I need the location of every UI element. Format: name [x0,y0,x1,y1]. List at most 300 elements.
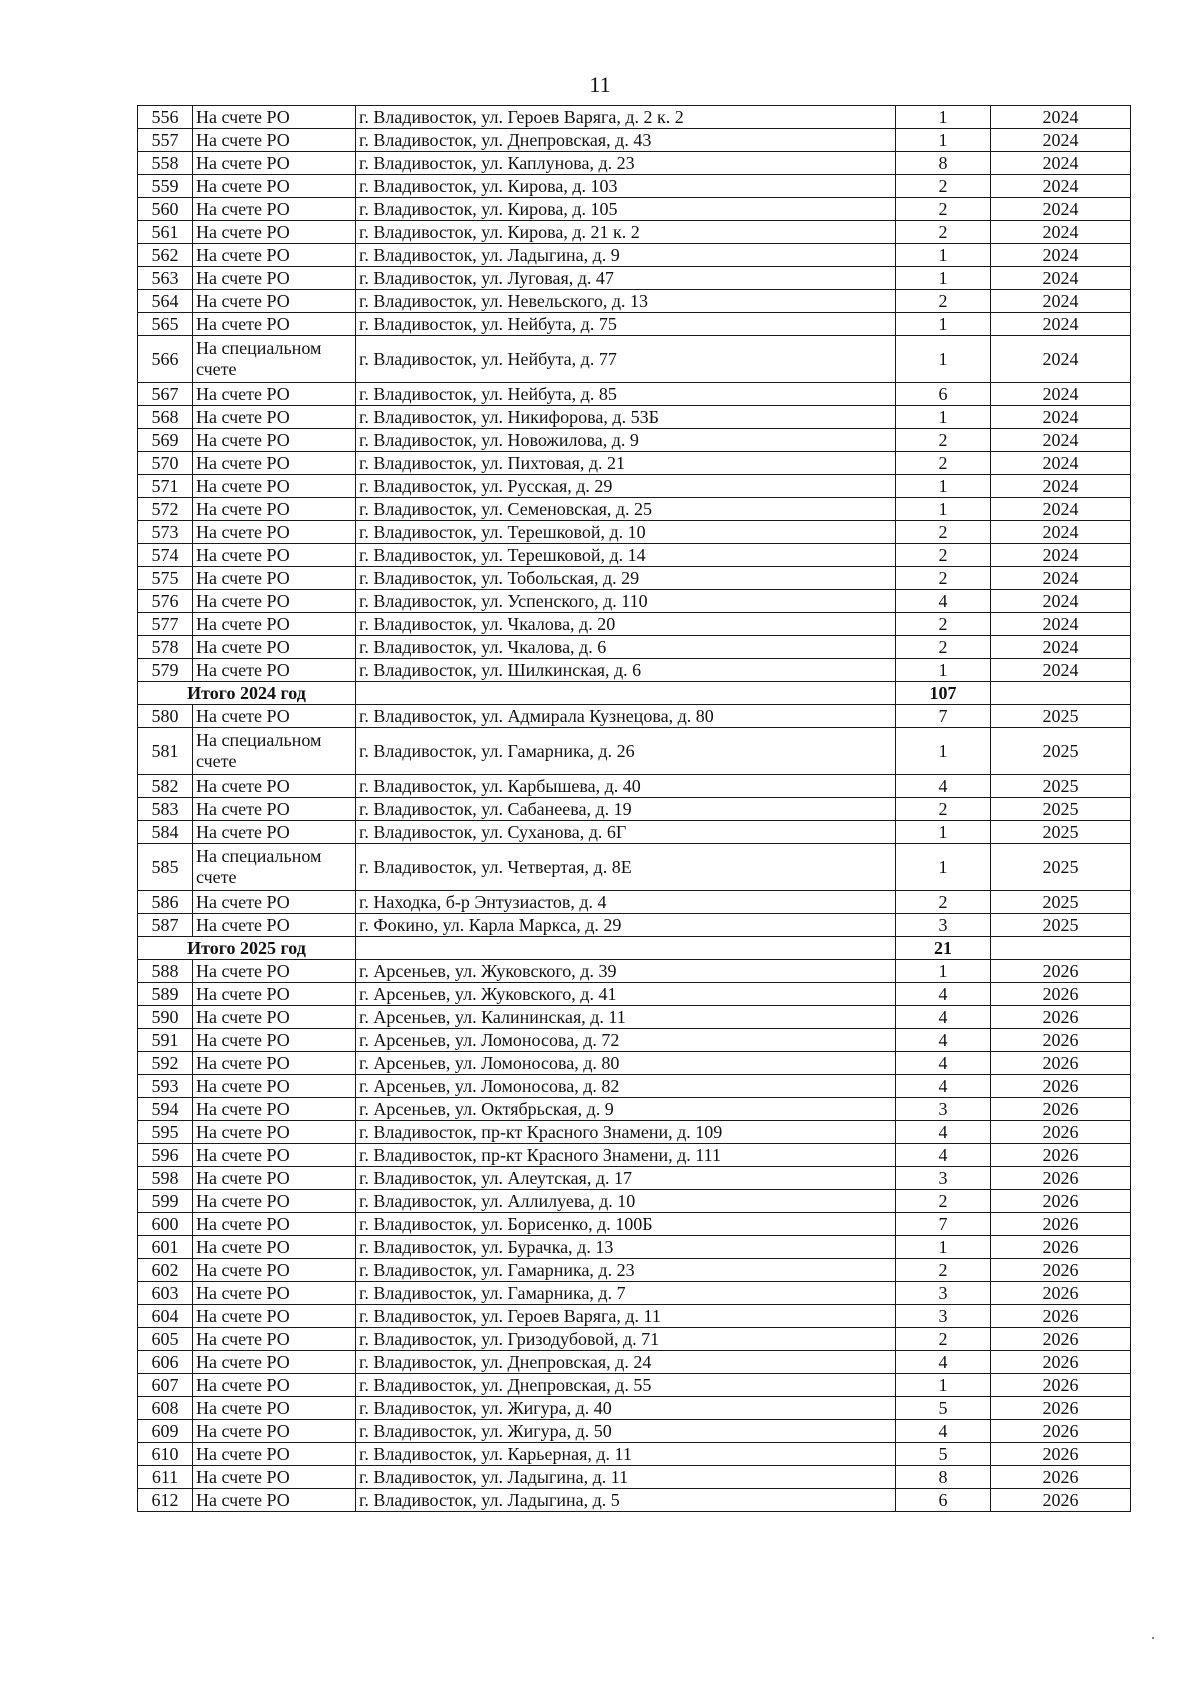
work-count: 4 [896,1351,991,1374]
planned-year: 2026 [991,1190,1131,1213]
row-number: 599 [138,1190,193,1213]
work-count: 1 [896,313,991,336]
work-count: 6 [896,1489,991,1512]
year-total-blank-cell [356,682,896,705]
table-row [138,891,1131,914]
row-number: 556 [138,106,193,129]
fund-account: На счете РО [193,1328,356,1351]
building-address: г. Владивосток, ул. Четвертая, д. 8Е [356,844,896,891]
planned-year: 2026 [991,1144,1131,1167]
work-count: 2 [896,1328,991,1351]
work-count: 6 [896,383,991,406]
table-row [138,452,1131,475]
planned-year: 2026 [991,1351,1131,1374]
building-address: г. Владивосток, ул. Новожилова, д. 9 [356,429,896,452]
fund-account: На счете РО [193,290,356,313]
fund-account: На счете РО [193,452,356,475]
row-number: 591 [138,1029,193,1052]
table-row [138,152,1131,175]
planned-year: 2024 [991,152,1131,175]
work-count: 1 [896,244,991,267]
building-address: г. Владивосток, ул. Сабанеева, д. 19 [356,798,896,821]
planned-year: 2026 [991,960,1131,983]
work-count: 1 [896,1374,991,1397]
building-address: г. Владивосток, ул. Гамарника, д. 7 [356,1282,896,1305]
row-number: 576 [138,590,193,613]
table-row [138,244,1131,267]
row-number: 586 [138,891,193,914]
fund-account: На счете РО [193,914,356,937]
table-row [138,1351,1131,1374]
planned-year: 2025 [991,775,1131,798]
row-number: 602 [138,1259,193,1282]
row-number: 588 [138,960,193,983]
fund-account: На счете РО [193,1052,356,1075]
table-row [138,1213,1131,1236]
work-count: 5 [896,1443,991,1466]
work-count: 1 [896,659,991,682]
fund-account: На счете РО [193,544,356,567]
building-address: г. Владивосток, ул. Никифорова, д. 53Б [356,406,896,429]
building-address: г. Владивосток, ул. Героев Варяга, д. 2 к. 2 [356,106,896,129]
fund-account: На счете РО [193,152,356,175]
fund-account: На счете РО [193,1006,356,1029]
fund-account: На счете РО [193,960,356,983]
fund-account: На счете РО [193,613,356,636]
row-number: 570 [138,452,193,475]
building-address: г. Владивосток, ул. Днепровская, д. 24 [356,1351,896,1374]
planned-year: 2024 [991,429,1131,452]
planned-year: 2024 [991,521,1131,544]
table-row [138,1190,1131,1213]
building-address: г. Владивосток, ул. Борисенко, д. 100Б [356,1213,896,1236]
table-row [138,1489,1131,1512]
fund-account: На счете РО [193,106,356,129]
table-row [138,221,1131,244]
planned-year: 2024 [991,475,1131,498]
building-address: г. Владивосток, ул. Ладыгина, д. 11 [356,1466,896,1489]
fund-account: На счете РО [193,567,356,590]
row-number: 578 [138,636,193,659]
planned-year: 2026 [991,1029,1131,1052]
row-number: 605 [138,1328,193,1351]
fund-account: На счете РО [193,659,356,682]
planned-year: 2026 [991,983,1131,1006]
row-number: 592 [138,1052,193,1075]
row-number: 558 [138,152,193,175]
row-number: 559 [138,175,193,198]
work-count: 1 [896,728,991,775]
work-count: 2 [896,175,991,198]
planned-year: 2024 [991,198,1131,221]
work-count: 4 [896,1052,991,1075]
fund-account: На счете РО [193,406,356,429]
work-count: 2 [896,1190,991,1213]
work-count: 1 [896,475,991,498]
planned-year: 2024 [991,452,1131,475]
work-count: 2 [896,891,991,914]
row-number: 596 [138,1144,193,1167]
fund-account: На счете РО [193,798,356,821]
building-address: г. Владивосток, ул. Терешковой, д. 14 [356,544,896,567]
building-address: г. Фокино, ул. Карла Маркса, д. 29 [356,914,896,937]
fund-account: На счете РО [193,175,356,198]
planned-year: 2024 [991,244,1131,267]
planned-year: 2025 [991,728,1131,775]
row-number: 579 [138,659,193,682]
planned-year: 2026 [991,1213,1131,1236]
planned-year: 2024 [991,498,1131,521]
year-total-blank-cell [991,682,1131,705]
fund-account: На счете РО [193,429,356,452]
table-row [138,1420,1131,1443]
table-row [138,1397,1131,1420]
row-number: 568 [138,406,193,429]
year-total-blank-cell [991,937,1131,960]
table-row [138,1144,1131,1167]
building-address: г. Владивосток, ул. Каплунова, д. 23 [356,152,896,175]
work-count: 2 [896,221,991,244]
table-row [138,406,1131,429]
table-row [138,983,1131,1006]
building-address: г. Владивосток, ул. Нейбута, д. 85 [356,383,896,406]
fund-account: На счете РО [193,198,356,221]
work-count: 2 [896,452,991,475]
fund-account: На счете РО [193,1213,356,1236]
fund-account: На счете РО [193,1374,356,1397]
planned-year: 2024 [991,336,1131,383]
table-row [138,728,1131,775]
work-count: 2 [896,613,991,636]
fund-account: На счете РО [193,521,356,544]
fund-account: На счете РО [193,1236,356,1259]
planned-year: 2026 [991,1443,1131,1466]
work-count: 2 [896,198,991,221]
work-count: 8 [896,152,991,175]
row-number: 563 [138,267,193,290]
work-count: 1 [896,1236,991,1259]
table-row [138,1167,1131,1190]
building-address: г. Владивосток, ул. Терешковой, д. 10 [356,521,896,544]
work-count: 4 [896,1420,991,1443]
table-row [138,383,1131,406]
year-total-row [138,937,1131,960]
fund-account: На счете РО [193,221,356,244]
row-number: 585 [138,844,193,891]
fund-account: На специальном счете [193,728,356,775]
fund-account: На счете РО [193,1167,356,1190]
table-row [138,175,1131,198]
work-count: 4 [896,1006,991,1029]
work-count: 3 [896,1098,991,1121]
table-row [138,914,1131,937]
building-address: г. Владивосток, ул. Гамарника, д. 23 [356,1259,896,1282]
table-row [138,590,1131,613]
table-row [138,429,1131,452]
row-number: 557 [138,129,193,152]
table-row [138,313,1131,336]
fund-account: На счете РО [193,1466,356,1489]
table-row [138,659,1131,682]
building-address: г. Владивосток, ул. Героев Варяга, д. 11 [356,1305,896,1328]
table-row [138,1466,1131,1489]
fund-account: На счете РО [193,498,356,521]
fund-account: На счете РО [193,1259,356,1282]
row-number: 565 [138,313,193,336]
planned-year: 2024 [991,659,1131,682]
table-row [138,498,1131,521]
work-count: 4 [896,590,991,613]
work-count: 1 [896,106,991,129]
fund-account: На счете РО [193,1282,356,1305]
building-address: г. Арсеньев, ул. Октябрьская, д. 9 [356,1098,896,1121]
building-address: г. Владивосток, ул. Днепровская, д. 43 [356,129,896,152]
building-address: г. Владивосток, ул. Кирова, д. 103 [356,175,896,198]
row-number: 574 [138,544,193,567]
row-number: 608 [138,1397,193,1420]
row-number: 601 [138,1236,193,1259]
year-total-row [138,682,1131,705]
fund-account: На счете РО [193,1029,356,1052]
work-count: 3 [896,914,991,937]
row-number: 580 [138,705,193,728]
fund-account: На счете РО [193,705,356,728]
building-address: г. Арсеньев, ул. Жуковского, д. 39 [356,960,896,983]
year-total-blank-cell [356,937,896,960]
building-address: г. Арсеньев, ул. Жуковского, д. 41 [356,983,896,1006]
work-count: 2 [896,290,991,313]
table-row [138,267,1131,290]
table-row [138,106,1131,129]
row-number: 582 [138,775,193,798]
building-address: г. Владивосток, ул. Чкалова, д. 20 [356,613,896,636]
planned-year: 2026 [991,1328,1131,1351]
work-count: 1 [896,498,991,521]
table-row [138,960,1131,983]
building-address: г. Владивосток, ул. Успенского, д. 110 [356,590,896,613]
planned-year: 2024 [991,221,1131,244]
fund-account: На счете РО [193,1489,356,1512]
fund-account: На счете РО [193,983,356,1006]
table-row [138,1006,1131,1029]
planned-year: 2024 [991,636,1131,659]
work-count: 7 [896,1213,991,1236]
planned-year: 2026 [991,1397,1131,1420]
work-count: 8 [896,1466,991,1489]
work-count: 1 [896,844,991,891]
work-count: 3 [896,1167,991,1190]
fund-account: На счете РО [193,1420,356,1443]
building-address: г. Арсеньев, ул. Ломоносова, д. 72 [356,1029,896,1052]
planned-year: 2026 [991,1236,1131,1259]
fund-account: На счете РО [193,267,356,290]
table-row [138,1075,1131,1098]
fund-account: На счете РО [193,244,356,267]
planned-year: 2025 [991,891,1131,914]
planned-year: 2024 [991,567,1131,590]
building-address: г. Владивосток, ул. Алеутская, д. 17 [356,1167,896,1190]
building-address: г. Владивосток, ул. Жигура, д. 50 [356,1420,896,1443]
planned-year: 2026 [991,1052,1131,1075]
row-number: 598 [138,1167,193,1190]
building-address: г. Арсеньев, ул. Ломоносова, д. 82 [356,1075,896,1098]
work-count: 4 [896,775,991,798]
table-row [138,821,1131,844]
register-body [138,106,1131,1512]
building-address: г. Владивосток, ул. Карбышева, д. 40 [356,775,896,798]
work-count: 4 [896,1144,991,1167]
fund-account: На счете РО [193,1351,356,1374]
row-number: 609 [138,1420,193,1443]
building-address: г. Владивосток, пр-кт Красного Знамени, д. 111 [356,1144,896,1167]
row-number: 610 [138,1443,193,1466]
building-address: г. Владивосток, ул. Луговая, д. 47 [356,267,896,290]
table-row [138,844,1131,891]
fund-account: На счете РО [193,821,356,844]
fund-account: На счете РО [193,775,356,798]
table-row [138,705,1131,728]
table-row [138,1236,1131,1259]
table-row [138,1374,1131,1397]
planned-year: 2024 [991,544,1131,567]
planned-year: 2026 [991,1259,1131,1282]
row-number: 603 [138,1282,193,1305]
row-number: 561 [138,221,193,244]
building-address: г. Владивосток, ул. Кирова, д. 105 [356,198,896,221]
planned-year: 2026 [991,1121,1131,1144]
planned-year: 2025 [991,821,1131,844]
fund-account: На специальном счете [193,844,356,891]
planned-year: 2026 [991,1282,1131,1305]
planned-year: 2024 [991,406,1131,429]
work-count: 2 [896,1259,991,1282]
table-row [138,198,1131,221]
row-number: 569 [138,429,193,452]
table-row [138,798,1131,821]
fund-account: На счете РО [193,590,356,613]
building-address: г. Владивосток, ул. Бурачка, д. 13 [356,1236,896,1259]
fund-account: На счете РО [193,1397,356,1420]
work-count: 1 [896,406,991,429]
table-row [138,567,1131,590]
row-number: 595 [138,1121,193,1144]
table-row [138,1052,1131,1075]
row-number: 567 [138,383,193,406]
building-address: г. Владивосток, ул. Гамарника, д. 26 [356,728,896,775]
planned-year: 2024 [991,590,1131,613]
table-row [138,521,1131,544]
table-row [138,336,1131,383]
planned-year: 2026 [991,1420,1131,1443]
fund-account: На счете РО [193,636,356,659]
row-number: 571 [138,475,193,498]
row-number: 604 [138,1305,193,1328]
row-number: 564 [138,290,193,313]
fund-account: На счете РО [193,1098,356,1121]
row-number: 584 [138,821,193,844]
row-number: 581 [138,728,193,775]
work-count: 3 [896,1305,991,1328]
building-address: г. Владивосток, ул. Ладыгина, д. 5 [356,1489,896,1512]
work-count: 4 [896,1075,991,1098]
fund-account: На счете РО [193,313,356,336]
building-address: г. Владивосток, ул. Суханова, д. 6Г [356,821,896,844]
planned-year: 2024 [991,290,1131,313]
fund-account: На счете РО [193,1121,356,1144]
row-number: 606 [138,1351,193,1374]
row-number: 600 [138,1213,193,1236]
table-row [138,1282,1131,1305]
building-address: г. Владивосток, ул. Жигура, д. 40 [356,1397,896,1420]
scan-speck [1152,1637,1154,1639]
year-total-qty: 21 [896,937,991,960]
table-row [138,544,1131,567]
work-count: 2 [896,429,991,452]
table-row [138,775,1131,798]
work-count: 1 [896,336,991,383]
table-row [138,1029,1131,1052]
row-number: 572 [138,498,193,521]
building-address: г. Арсеньев, ул. Ломоносова, д. 80 [356,1052,896,1075]
building-address: г. Владивосток, ул. Карьерная, д. 11 [356,1443,896,1466]
table-row [138,290,1131,313]
row-number: 562 [138,244,193,267]
work-count: 2 [896,636,991,659]
row-number: 590 [138,1006,193,1029]
work-count: 4 [896,983,991,1006]
year-total-label: Итого 2024 год [138,682,356,705]
table-row [138,1121,1131,1144]
planned-year: 2026 [991,1098,1131,1121]
planned-year: 2026 [991,1006,1131,1029]
planned-year: 2025 [991,914,1131,937]
building-address: г. Владивосток, пр-кт Красного Знамени, д. 109 [356,1121,896,1144]
table-row [138,1305,1131,1328]
fund-account: На счете РО [193,1443,356,1466]
work-count: 2 [896,798,991,821]
row-number: 612 [138,1489,193,1512]
row-number: 583 [138,798,193,821]
building-address: г. Владивосток, ул. Тобольская, д. 29 [356,567,896,590]
fund-account: На счете РО [193,1075,356,1098]
planned-year: 2026 [991,1075,1131,1098]
work-count: 2 [896,544,991,567]
planned-year: 2024 [991,175,1131,198]
table-row [138,613,1131,636]
row-number: 594 [138,1098,193,1121]
planned-year: 2026 [991,1466,1131,1489]
fund-account: На счете РО [193,1190,356,1213]
planned-year: 2025 [991,844,1131,891]
table-row [138,475,1131,498]
work-count: 2 [896,521,991,544]
work-count: 2 [896,567,991,590]
planned-year: 2026 [991,1374,1131,1397]
work-count: 1 [896,129,991,152]
fund-account: На счете РО [193,129,356,152]
fund-account: На счете РО [193,891,356,914]
planned-year: 2024 [991,383,1131,406]
building-address: г. Владивосток, ул. Нейбута, д. 77 [356,336,896,383]
planned-year: 2026 [991,1167,1131,1190]
table-row [138,636,1131,659]
building-address: г. Владивосток, ул. Аллилуева, д. 10 [356,1190,896,1213]
page-number: 11 [589,72,611,97]
work-count: 3 [896,1282,991,1305]
fund-account: На счете РО [193,383,356,406]
building-address: г. Владивосток, ул. Шилкинская, д. 6 [356,659,896,682]
planned-year: 2025 [991,798,1131,821]
